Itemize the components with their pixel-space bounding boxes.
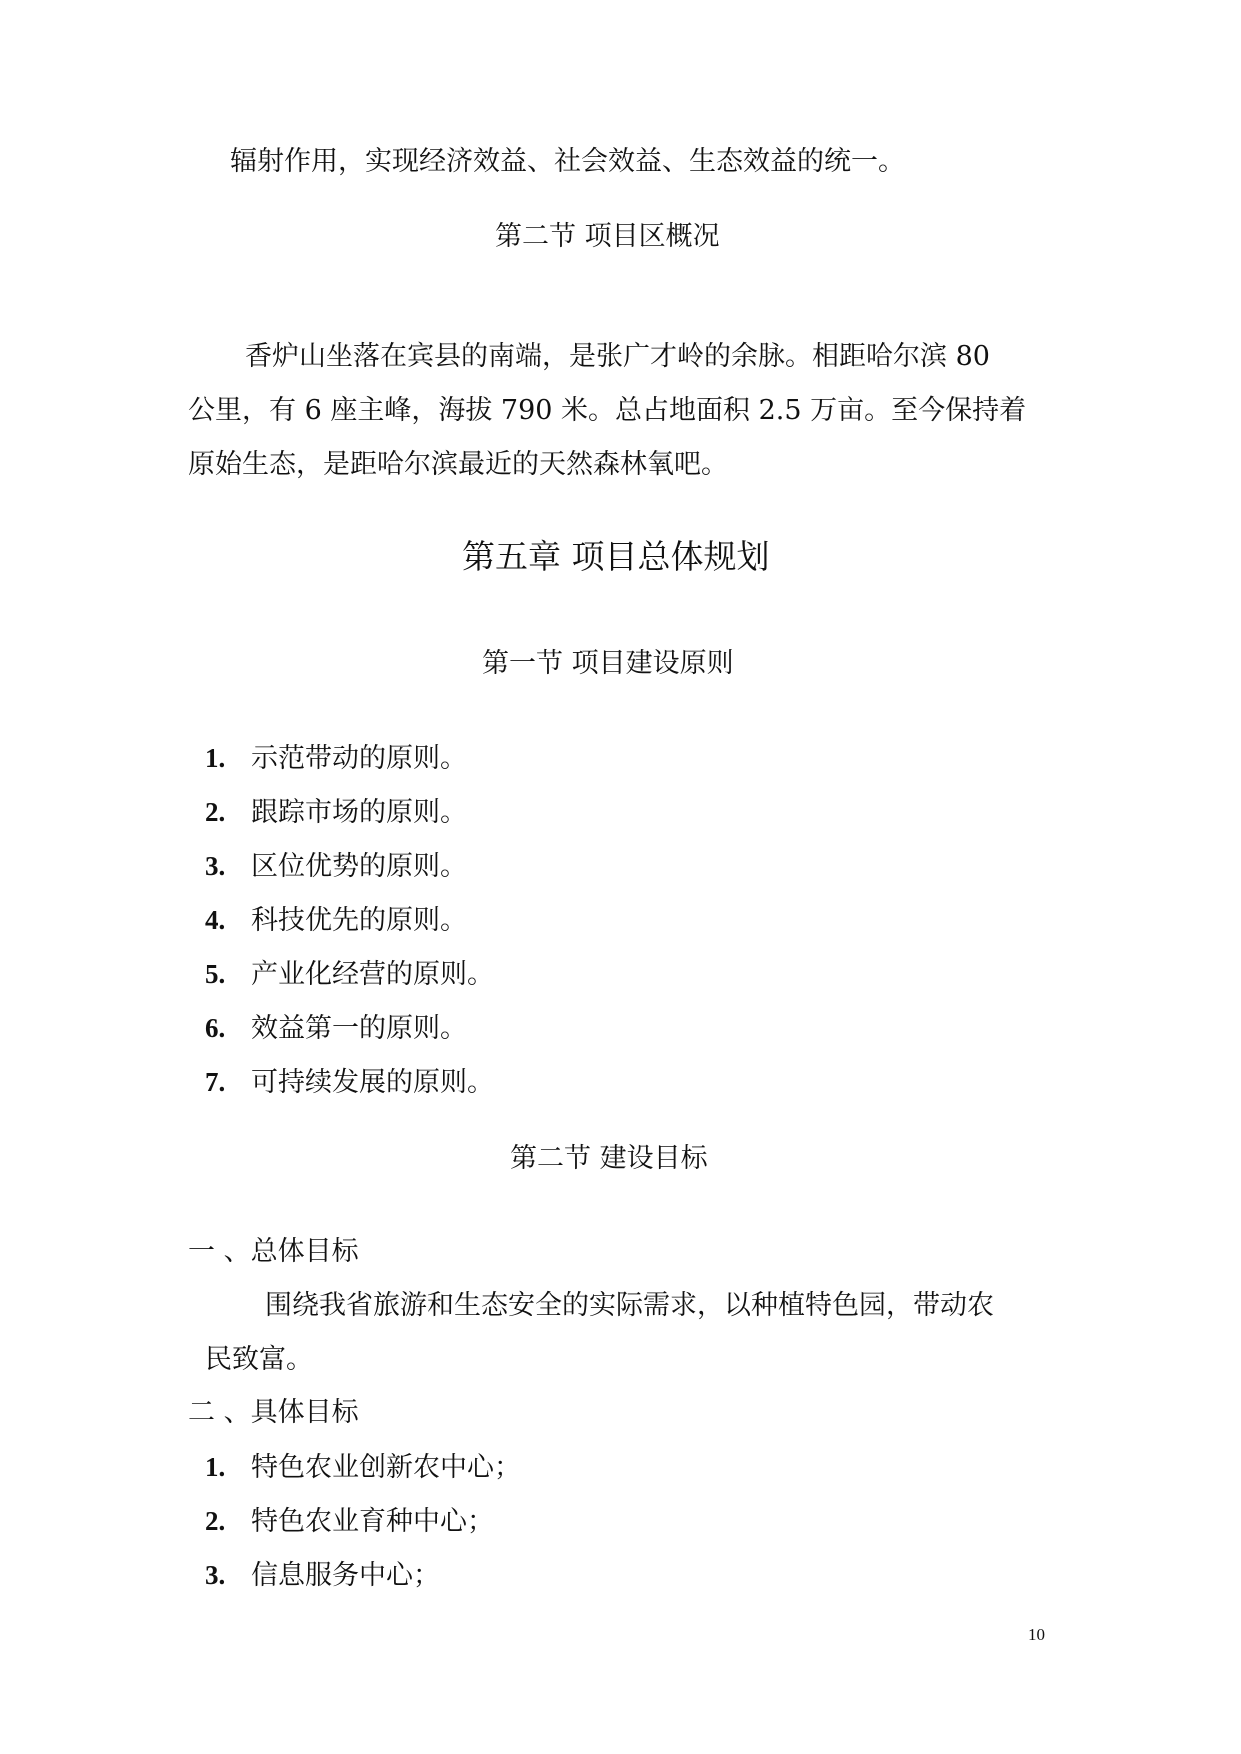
page-number: 10	[1028, 1625, 1045, 1644]
principle-item	[205, 903, 467, 938]
principle-item-number: 2.	[205, 797, 226, 827]
principle-item	[205, 849, 467, 884]
principle-item	[205, 1065, 494, 1100]
principle-item	[205, 1011, 467, 1046]
principle-item-number: 7.	[205, 1067, 226, 1097]
specific-goal-item-text: 特色农业育种中心；	[251, 1506, 494, 1537]
specific-goal-label: 二 、具体目标	[188, 1397, 359, 1428]
principle-item-text: 示范带动的原则。	[251, 743, 467, 774]
principle-item-text: 效益第一的原则。	[251, 1013, 467, 1044]
specific-goal-item-number: 1.	[205, 1452, 226, 1482]
chapter-heading: 第五章 项目总体规划	[462, 537, 770, 576]
principle-item-number: 5.	[205, 959, 226, 989]
intro-paragraph-line: 辐射作用，实现经济效益、社会效益、生态效益的统一。	[230, 146, 905, 177]
principle-item-text: 科技优先的原则。	[251, 905, 467, 936]
overall-goal-line-1: 围绕我省旅游和生态安全的实际需求，以种植特色园，带动农	[265, 1290, 994, 1321]
specific-goal-item-number: 2.	[205, 1506, 226, 1536]
principle-item-text: 产业化经营的原则。	[251, 959, 494, 990]
principle-item	[205, 795, 467, 830]
principle-item-text: 跟踪市场的原则。	[251, 797, 467, 828]
principle-item-number: 3.	[205, 851, 226, 881]
principle-item-text: 区位优势的原则。	[251, 851, 467, 882]
specific-goal-item	[205, 1504, 494, 1539]
principle-item	[205, 741, 467, 776]
principle-item-text: 可持续发展的原则。	[251, 1067, 494, 1098]
principle-item-number: 4.	[205, 905, 226, 935]
principle-item-number: 1.	[205, 743, 226, 773]
specific-goal-item-text: 特色农业创新农中心；	[251, 1452, 521, 1483]
principle-item	[205, 957, 494, 992]
overall-goal-label: 一 、总体目标	[188, 1236, 359, 1267]
specific-goal-item	[205, 1450, 521, 1485]
overview-paragraph-line-1: 香炉山坐落在宾县的南端，是张广才岭的余脉。相距哈尔滨 80	[245, 341, 990, 372]
specific-goal-item	[205, 1558, 440, 1593]
section-heading-goals: 第二节 建设目标	[510, 1143, 708, 1174]
specific-goal-item-number: 3.	[205, 1560, 226, 1590]
overview-paragraph-line-3: 原始生态，是距哈尔滨最近的天然森林氧吧。	[188, 449, 728, 480]
section-heading-principles: 第一节 项目建设原则	[482, 648, 734, 679]
principle-item-number: 6.	[205, 1013, 226, 1043]
section-heading-overview: 第二节 项目区概况	[495, 221, 720, 252]
overview-paragraph-line-2: 公里，有 6 座主峰，海拔 790 米。总占地面积 2.5 万亩。至今保持着	[188, 395, 1027, 426]
specific-goal-item-text: 信息服务中心；	[251, 1560, 440, 1591]
overall-goal-line-2: 民致富。	[205, 1344, 313, 1375]
